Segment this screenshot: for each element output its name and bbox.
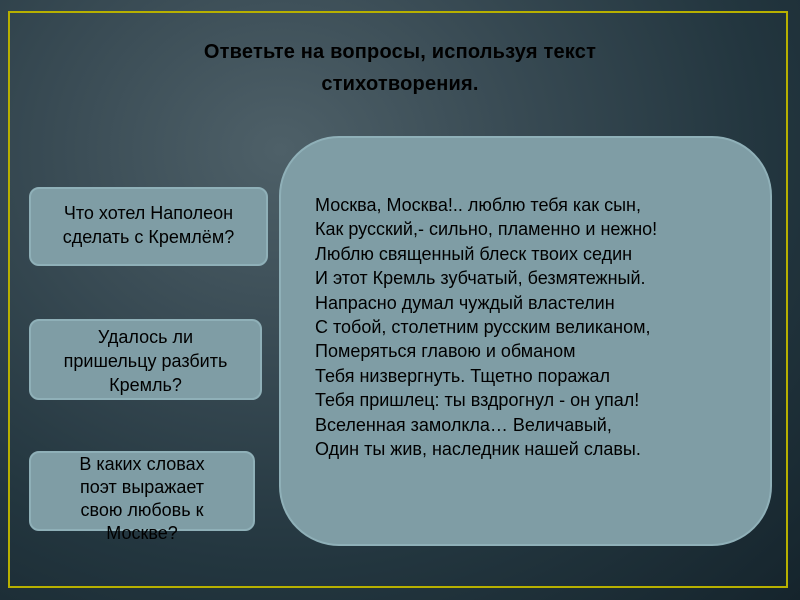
question-box-love-words (29, 451, 255, 543)
slide-title (100, 36, 700, 100)
poem-line: Один ты жив, наследник нашей славы. (315, 439, 641, 460)
title-line-2: стихотворения. (321, 73, 479, 95)
poem-line: Тебя пришлец: ты вздрогнул - он упал! (315, 390, 640, 411)
question-box-kremlin (29, 319, 262, 400)
title-line-1: Ответьте на вопросы, используя текст (203, 41, 597, 63)
question-line: поэт выражает (79, 477, 205, 497)
poem-line: И этот Кремль зубчатый, безмятежный. (315, 268, 646, 289)
poem-line: С тобой, столетним русским великаном, (315, 317, 651, 338)
question-line: В каких словах (79, 454, 205, 474)
poem-line: Москва, Москва!.. люблю тебя как сын, (315, 195, 641, 215)
question-line: свою любовь к (80, 500, 204, 520)
question-line: Кремль? (109, 375, 182, 395)
question-box-napoleon (29, 187, 268, 266)
question-line: Удалось ли (97, 327, 194, 347)
question-line: Что хотел Наполеон (63, 203, 234, 223)
question-line: сделать с Кремлём? (62, 227, 235, 247)
poem-line: Как русский,- сильно, пламенно и нежно! (315, 219, 658, 240)
poem-line: Вселенная замолкла… Величавый, (315, 414, 612, 435)
question-line: Москве? (106, 523, 178, 543)
poem-line: Померяться главою и обманом (315, 341, 576, 362)
poem-line: Тебя низвергнуть. Тщетно поражал (315, 365, 610, 386)
question-line: пришельцу разбить (63, 351, 228, 371)
poem-line: Напрасно думал чуждый властелин (315, 292, 615, 313)
poem-box (279, 136, 772, 546)
poem-line: Люблю священный блеск твоих седин (315, 243, 633, 264)
